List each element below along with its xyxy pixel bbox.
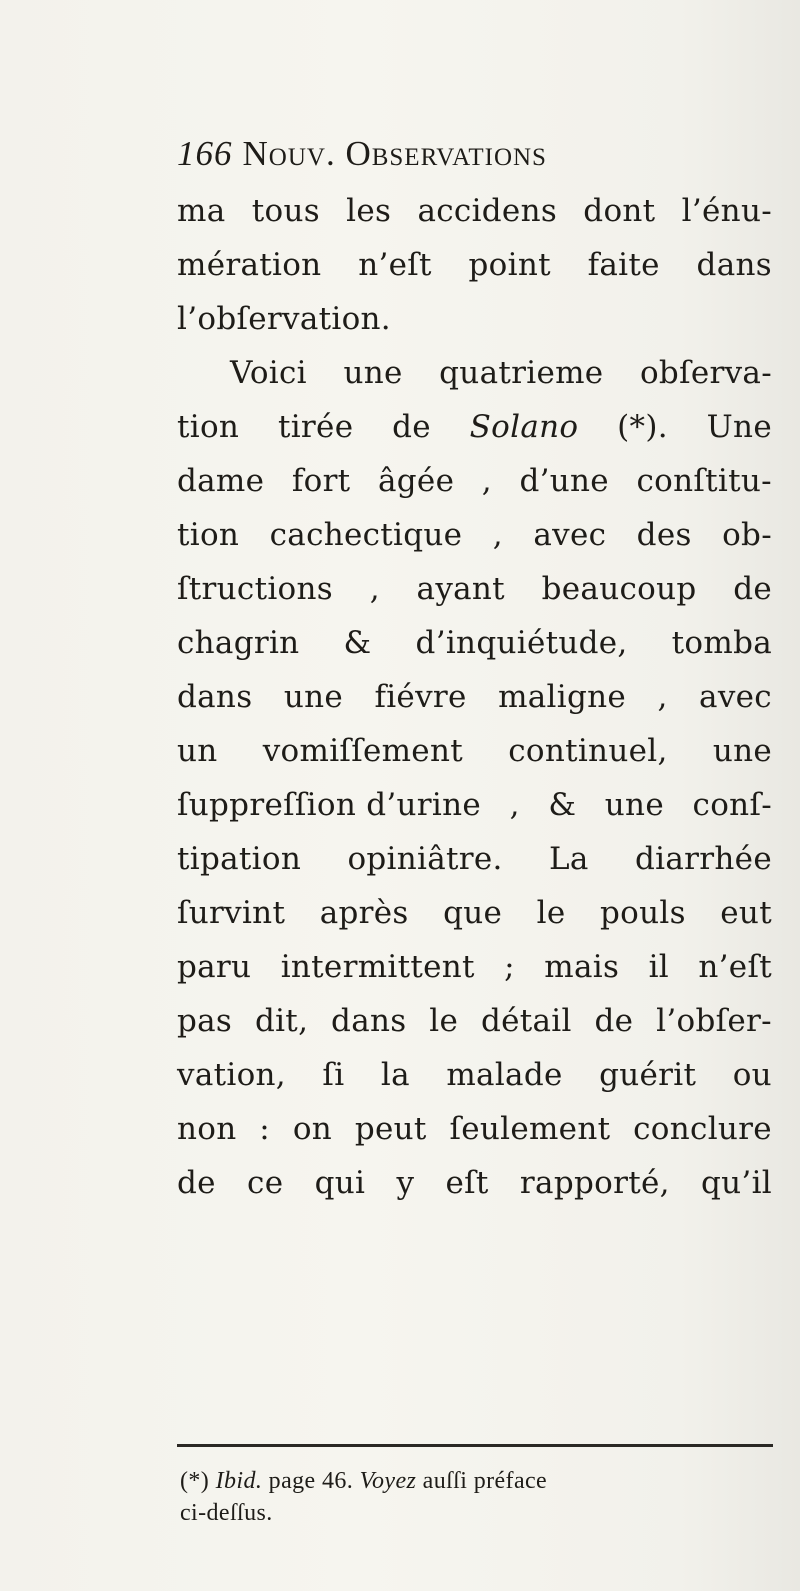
text-line [177,625,772,661]
word: ſurvint [177,895,286,931]
footnote-ibid: Ibid. [215,1468,263,1494]
word: on [292,1111,333,1147]
word: d’une [519,463,609,499]
word: Une [706,409,772,445]
word: , [481,463,492,499]
text-line [177,409,772,445]
word: & [548,787,577,823]
word: détail [480,1003,572,1039]
word: : [259,1111,271,1147]
word: les [346,193,392,229]
word: avec [699,679,772,715]
word: ma [177,193,226,229]
word: le [429,1003,459,1039]
word: faite [587,247,660,283]
running-title: Nouv. Observations [242,134,547,173]
word: , [657,679,668,715]
word: continuel, [508,733,668,769]
word: de [392,409,431,445]
word: la [380,1057,410,1093]
footnote-line-2 [180,1500,273,1527]
word: avec [533,517,607,553]
word: tion [177,409,240,445]
footnote-rest: auſſi préface [422,1468,548,1494]
word: une [712,733,772,769]
footnote-line-1 [180,1468,547,1495]
word: des [636,517,692,553]
word: une [343,355,403,391]
word: l’obſervation. [177,301,391,337]
word: de [177,1165,216,1201]
word: vomiſſement [262,733,463,769]
word: ou [732,1057,772,1093]
word: n’eſt [358,247,432,283]
text-line [177,733,772,769]
word: diarrhée [635,841,772,877]
word: Solano [469,409,579,445]
text-line [177,301,772,337]
footnote-rule [177,1444,773,1447]
word: ayant [416,571,505,607]
word: paru [177,949,252,985]
word: âgée [378,463,455,499]
word: ſeulement [449,1111,611,1147]
text-line [177,949,772,985]
word: une [283,679,344,715]
word: conclure [633,1111,772,1147]
word: l’obſer- [656,1003,772,1039]
text-line [177,193,772,229]
word: l’énu- [681,193,772,229]
word: quatrieme [439,355,604,391]
word: il [648,949,670,985]
word: fiévre [374,679,467,715]
word: fort [291,463,351,499]
word: eut [720,895,772,931]
word: tipation [177,841,302,877]
word: opiniâtre. [347,841,503,877]
text-line [177,1003,772,1039]
text-line [177,895,772,931]
word: qu’il [701,1165,772,1201]
word: intermittent [280,949,475,985]
word: d’inquiétude, [415,625,628,661]
footnote-continuation: ci-deſſus. [180,1500,273,1526]
footnote-marker: (*) [180,1468,210,1494]
text-line [177,841,772,877]
word: ſtructions [177,571,333,607]
text-line [177,1057,772,1093]
text-line [177,679,772,715]
word: accidens [417,193,558,229]
word: point [468,247,551,283]
word: de [594,1003,634,1039]
word: après [319,895,409,931]
word: n’eſt [698,949,772,985]
word: dont [583,193,656,229]
text-line [177,1165,772,1201]
word: qui [314,1165,366,1201]
word: (*). [617,409,668,445]
word: obſerva- [639,355,772,391]
word: un [177,733,218,769]
word: beaucoup [541,571,697,607]
word: dans [177,679,253,715]
word: dit, [254,1003,309,1039]
text-line [230,355,772,391]
word: que [443,895,503,931]
word: Voici [230,355,307,391]
text-line [177,1111,772,1147]
word: dame [177,463,265,499]
word: tion [177,517,240,553]
word: ſi [322,1057,345,1093]
word: eſt [445,1165,489,1201]
word: peut [354,1111,427,1147]
word: non [177,1111,237,1147]
text-line [177,247,772,283]
word: guérit [599,1057,697,1093]
word: tomba [671,625,772,661]
word: conſtitu- [636,463,772,499]
word: pouls [600,895,686,931]
word: mais [544,949,620,985]
word: ; [504,949,515,985]
page-number: 166 [177,134,233,173]
footnote-page-ref: page 46. [268,1468,354,1494]
word: vation, [177,1057,286,1093]
text-line [177,787,772,823]
word: tous [251,193,320,229]
word: mération [177,247,322,283]
word: & [343,625,372,661]
word: dans [696,247,772,283]
word: ſuppreſſion d’urine [177,787,482,823]
word: cachectique [269,517,463,553]
word: , [492,517,503,553]
footnote-voyez: Voyez [359,1468,417,1494]
word: ce [247,1165,284,1201]
word: , [369,571,380,607]
text-line [177,571,772,607]
word: pas [177,1003,233,1039]
word: tirée [277,409,354,445]
word: rapporté, [519,1165,670,1201]
word: conſ- [692,787,772,823]
word: de [733,571,772,607]
text-line [177,463,772,499]
word: , [509,787,520,823]
text-line [177,517,772,553]
word: le [536,895,566,931]
word: La [549,841,589,877]
running-header [177,134,547,174]
word: une [604,787,664,823]
word: y [396,1165,415,1201]
word: chagrin [177,625,300,661]
word: ob- [722,517,772,553]
word: malade [446,1057,563,1093]
word: dans [331,1003,407,1039]
word: maligne [498,679,627,715]
